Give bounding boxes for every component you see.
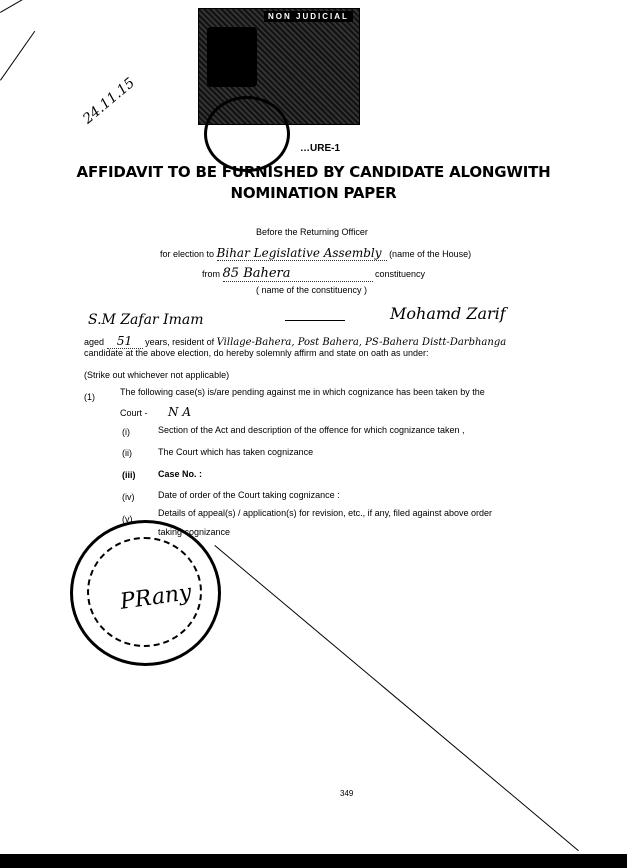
court-line [120, 405, 191, 419]
aged-value: 51 [107, 334, 143, 349]
from-prefix: from [202, 269, 220, 279]
from-suffix: constituency [375, 269, 426, 279]
aged-line [84, 334, 506, 349]
constituency-note: ( name of the constituency ) [256, 285, 368, 295]
election-value: Bihar Legislative Assembly [217, 246, 387, 261]
scan-line [0, 31, 35, 81]
election-line [160, 246, 471, 261]
subitem-1-num: (i) [122, 427, 130, 437]
page-title-line2: NOMINATION PAPER [230, 184, 397, 202]
page-number: 349 [340, 789, 354, 798]
page-title-line1: AFFIDAVIT TO BE FURNISHED BY CANDIDATE ALONGWITH [76, 163, 551, 181]
from-line [202, 266, 425, 282]
subitem-3-text: Case No. : [158, 469, 203, 479]
item1-number: (1) [84, 392, 95, 402]
aged-prefix: aged [84, 337, 105, 347]
stamp-banner: NON JUDICIAL [264, 11, 353, 22]
notary-round-stamp-top [204, 96, 290, 172]
scan-edge [0, 854, 627, 868]
election-suffix: (name of the House) [389, 249, 472, 259]
strike-note: (Strike out whichever not applicable) [84, 370, 230, 380]
relation-name: Mohamd Zarif [390, 304, 506, 323]
subitem-5-text: Details of appeal(s) / application(s) for revision, etc., if any, filed against above order [158, 508, 492, 518]
struck-text [285, 320, 345, 321]
subitem-2-num: (ii) [122, 448, 132, 458]
from-value: 85 Bahera [223, 266, 373, 282]
item1-text: The following case(s) is/are pending against me in which cognizance has been taken by the [120, 387, 485, 397]
subitem-2-text: The Court which has taken cognizance [158, 447, 314, 457]
subitem-4-text: Date of order of the Court taking cognizance : [158, 490, 340, 500]
handwritten-date: 24.11.15 [80, 74, 139, 128]
before-officer: Before the Returning Officer [256, 227, 368, 237]
court-prefix: Court - [120, 408, 148, 418]
candidate-name: S.M Zafar Imam [88, 312, 204, 328]
emblem-seal [207, 27, 257, 87]
court-value: N A [168, 405, 192, 419]
subitem-1-text: Section of the Act and description of the offence for which cognizance taken , [158, 425, 465, 435]
resident-value: Village-Bahera, Post Bahera, PS-Bahera Distt-Darbhanga [216, 337, 507, 348]
candidate-line: candidate at the above election, do hereby solemnly affirm and state on oath as under: [84, 348, 429, 358]
aged-suffix: years, resident of [145, 337, 215, 347]
subitem-5-num: (v) [122, 514, 133, 524]
subitem-3-num: (iii) [122, 470, 136, 480]
strike-through-line [214, 545, 579, 851]
subitem-5-cont: taking cognizance [158, 527, 231, 537]
signature: PRany [118, 580, 193, 615]
scan-line [0, 0, 31, 13]
subitem-4-num: (iv) [122, 492, 135, 502]
annexure-label: …URE-1 [300, 143, 341, 154]
election-prefix: for election to [160, 249, 215, 259]
